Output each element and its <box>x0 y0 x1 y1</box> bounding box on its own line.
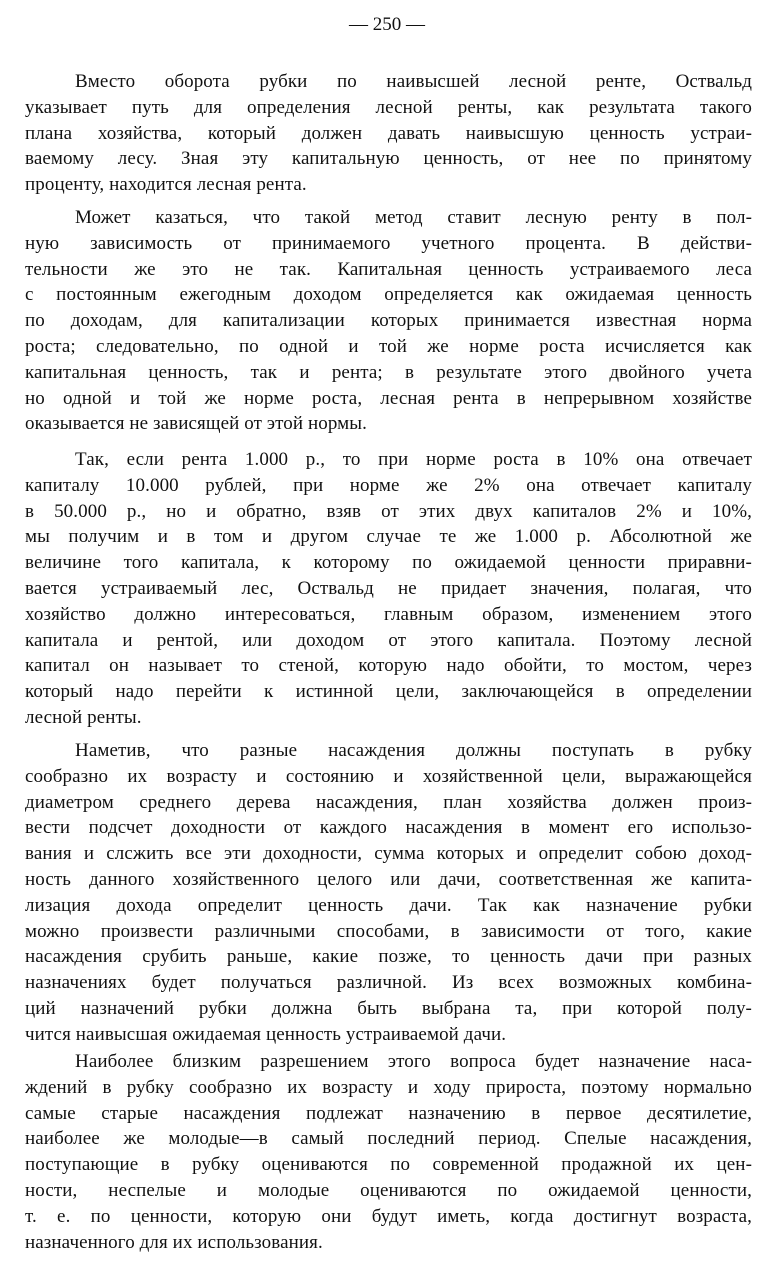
paragraph <box>25 738 752 1048</box>
text-line: самые старые насаждения подлежат назначению в первое десятилетие, <box>25 1102 752 1124</box>
text-line: по доходам, для капитализации которых принимается известная норма <box>25 310 752 332</box>
text-line: проценту, находится лесная рента. <box>25 174 307 196</box>
text-line: ждений в рубку сообразно их возрасту и ходу прироста, поэтому нормально <box>25 1076 752 1098</box>
text-line: ности, неспелые и молодые оцениваются по ожидаемой ценности, <box>25 1179 752 1201</box>
paragraph <box>25 1049 752 1255</box>
text-line: Вместо оборота рубки по наивысшей лесной ренте, Оствальд <box>75 71 752 92</box>
text-line: вается устраиваемый лес, Оствальд не придает значения, полагая, что <box>25 577 752 599</box>
text-line: капитала и рентой, или доходом от этого капитала. Поэтому лесной <box>25 629 752 651</box>
text-line: тельности же это не так. Капитальная ценность устраиваемого леса <box>25 258 752 280</box>
paragraph <box>25 447 752 731</box>
text-line: в 50.000 р., но и обратно, взяв от этих двух капиталов 2% и 10%, <box>25 500 752 522</box>
text-line: насаждения срубить раньше, какие позже, то ценность дачи при разных <box>25 946 752 968</box>
text-line: чится наивысшая ожидаемая ценность устраиваемой дачи. <box>25 1023 507 1045</box>
text-line: ваемому лесу. Зная эту капитальную ценность, от нее по принятому <box>25 148 752 170</box>
text-line: указывает путь для определения лесной ренты, как результата такого <box>25 96 752 118</box>
text-line: вания и слсжить все эти доходности, сумма которых и определит собою доход- <box>25 843 752 865</box>
text-line: роста; следовательно, по одной и той же норме роста исчисляется как <box>25 335 752 357</box>
text-line: поступающие в рубку оцениваются по современной продажной их цен- <box>25 1154 752 1176</box>
text-line: хозяйство должно интересоваться, главным образом, изменением этого <box>25 603 752 625</box>
text-line: капиталу 10.000 рублей, при норме же 2% она отвечает капиталу <box>25 474 752 496</box>
text-line: назначениях будет получаться различной. Из всех возможных комбина- <box>25 972 752 994</box>
text-line: Так, если рента 1.000 р., то при норме роста в 10% она отвечает <box>75 449 752 470</box>
text-line: вести подсчет доходности от каждого насаждения в момент его использо- <box>25 817 752 839</box>
paragraph <box>25 69 752 198</box>
page-number: — 250 — <box>349 14 425 35</box>
text-line: капитал он называет то стеной, которую надо обойти, то мостом, через <box>25 655 752 677</box>
text-line: мы получим и в том и другом случае те же 1.000 р. Абсолютной же <box>25 526 752 548</box>
text-line: лизация дохода определит ценность дачи. Так как назначение рубки <box>25 894 752 916</box>
text-line: можно произвести различными способами, в зависимости от того, какие <box>25 920 752 942</box>
text-line: диаметром среднего дерева насаждения, план хозяйства должен произ- <box>25 791 752 813</box>
text-line: сообразно их возрасту и состоянию и хозяйственной цели, выражающейся <box>25 765 752 787</box>
text-line: оказывается не зависящей от этой нормы. <box>25 413 368 435</box>
text-line: Может казаться, что такой метод ставит лесную ренту в пол- <box>75 207 752 228</box>
text-line: с постоянным ежегодным доходом определяется как ожидаемая ценность <box>25 284 752 306</box>
text-line: т. е. по ценности, которую они будут иметь, когда достигнут возраста, <box>25 1205 752 1227</box>
text-line: который надо перейти к истинной цели, заключающейся в определении <box>25 681 752 703</box>
text-line: ность данного хозяйственного целого или дачи, соответственная же капита- <box>25 868 752 890</box>
text-line: Наиболее близким разрешением этого вопроса будет назначение наса- <box>75 1051 752 1072</box>
text-line: назначенного для их использования. <box>25 1231 323 1253</box>
text-line: Наметив, что разные насаждения должны поступать в рубку <box>75 740 752 761</box>
text-line: наиболее же молодые—в самый последний период. Спелые насаждения, <box>25 1128 752 1150</box>
text-line: капитальная ценность, так и рента; в результате этого двойного учета <box>25 361 752 383</box>
text-line: плана хозяйства, который должен давать наивысшую ценность устраи- <box>25 122 752 144</box>
text-line: величине того капитала, к которому по ожидаемой ценности приравни- <box>25 552 752 574</box>
paragraph <box>25 205 752 437</box>
text-line: лесной ренты. <box>25 706 142 728</box>
text-line: но одной и той же норме роста, лесная рента в непрерывном хозяйстве <box>25 387 752 409</box>
text-line: ций назначений рубки должна быть выбрана та, при которой полу- <box>25 997 752 1019</box>
text-line: ную зависимость от принимаемого учетного процента. В действи- <box>25 232 752 254</box>
